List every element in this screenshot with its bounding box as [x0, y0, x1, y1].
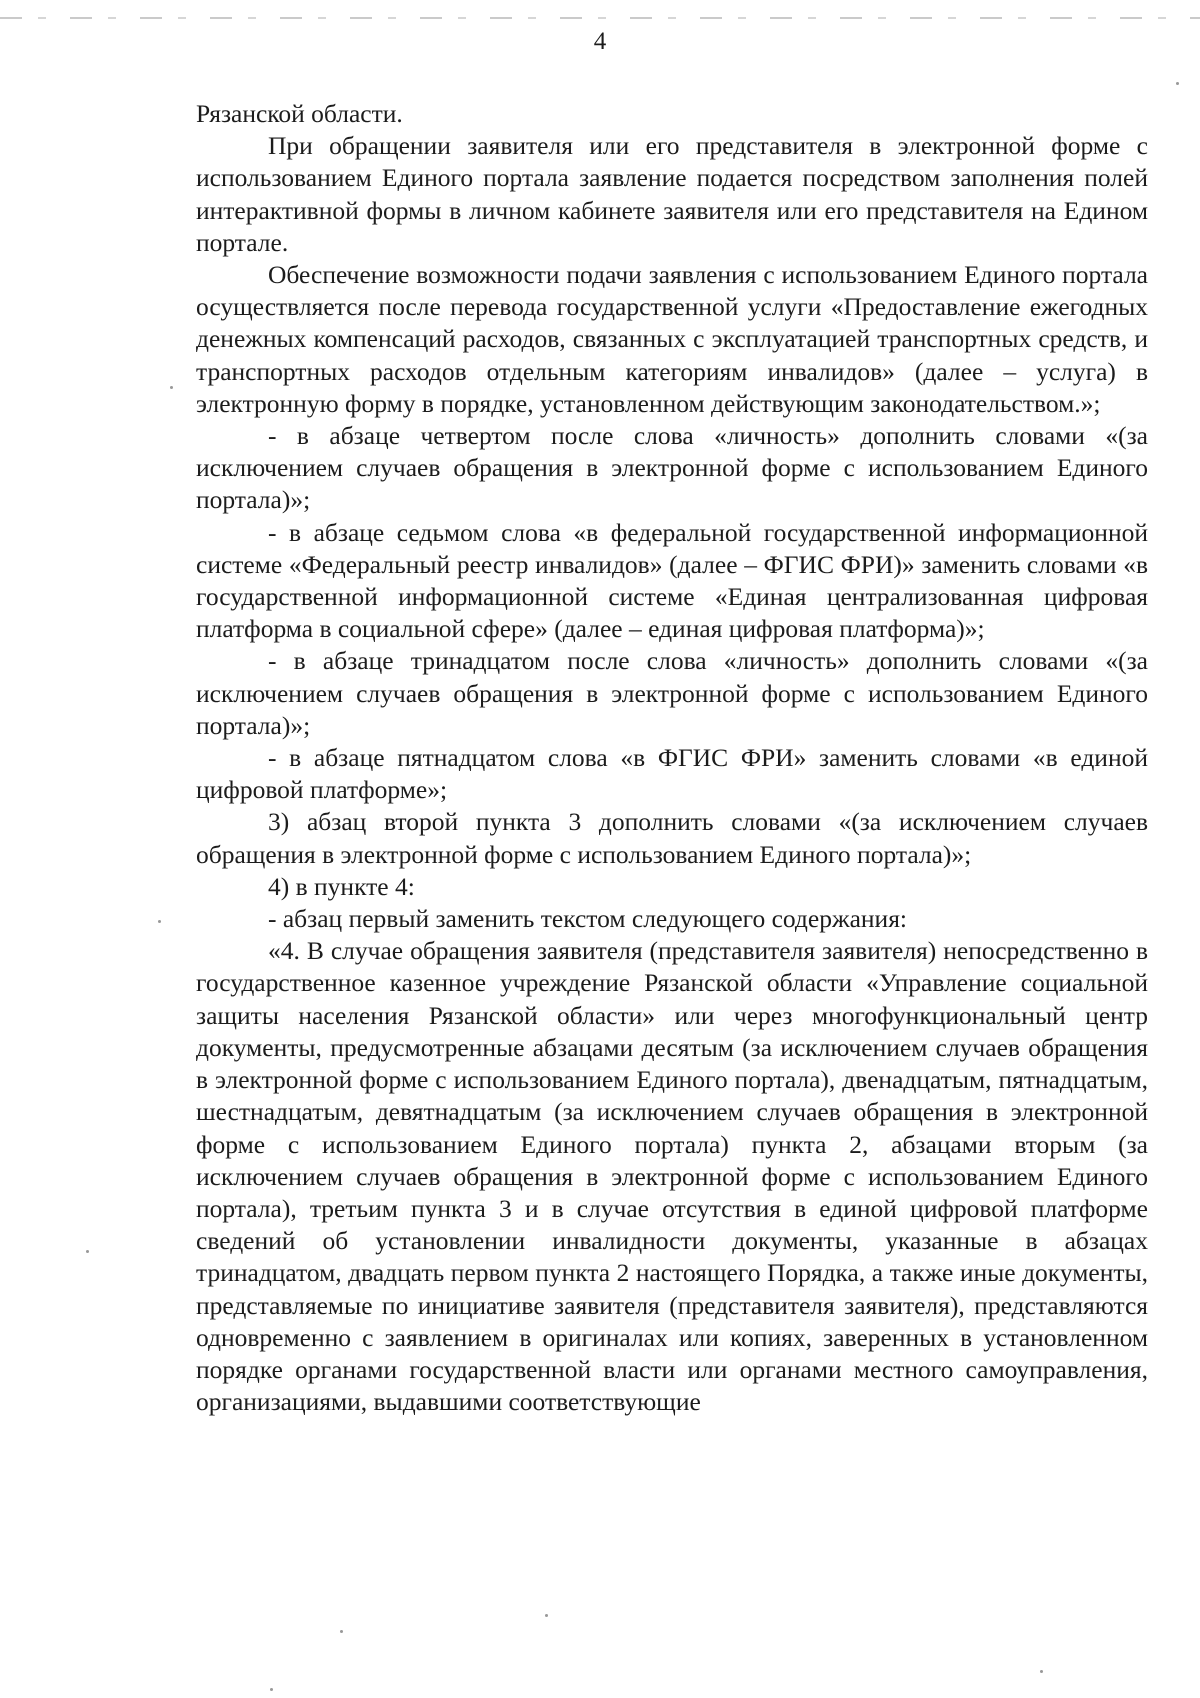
paragraph: 3) абзац второй пункта 3 дополнить словами «(за исключением случаев обращения в электронной форме с использованием Единого портала)»;: [196, 807, 1148, 869]
paragraph: При обращении заявителя или его представителя в электронной форме с использованием Единого портала заявление подается посредством заполнения полей интерактивной формы в личном кабинете заявителя или его представителя на Едином портале.: [196, 131, 1148, 257]
scan-speck: [340, 1630, 343, 1633]
paragraph: 4) в пункте 4:: [268, 871, 415, 901]
scan-top-edge: [0, 17, 1200, 19]
paragraph: - в абзаце седьмом слова «в федеральной государственной информационной системе «Федеральный реестр инвалидов» (далее – ФГИС ФРИ)» заменить словами «в государственной информационной системе «Единая централизованная цифровая платформа в социальной сфере» (далее – единая цифровая платформа)»;: [196, 517, 1148, 644]
scan-speck: [158, 920, 161, 923]
scan-speck: [86, 1250, 89, 1253]
page-number: 4: [593, 28, 607, 55]
scan-speck: [545, 1614, 548, 1617]
paragraph: - в абзаце тринадцатом после слова «личность» дополнить словами «(за исключением случаев обращения в электронной форме с использованием Единого портала)»;: [196, 646, 1148, 740]
paragraph-continuation: Рязанской области.: [196, 99, 403, 128]
scan-speck: [170, 386, 173, 389]
paragraph: - абзац первый заменить текстом следующего содержания:: [268, 904, 908, 934]
scan-speck: [1176, 82, 1179, 85]
document-body: [196, 98, 1148, 1418]
paragraph: - в абзаце пятнадцатом слова «в ФГИС ФРИ» заменить словами «в единой цифровой платформе»;: [196, 743, 1148, 805]
scan-speck: [1040, 1670, 1043, 1673]
paragraph: - в абзаце четвертом после слова «личность» дополнить словами «(за исключением случаев обращения в электронной форме с использованием Единого портала)»;: [196, 421, 1148, 515]
paragraph: «4. В случае обращения заявителя (представителя заявителя) непосредственно в государственное казенное учреждение Рязанской области «Управление социальной защиты населения Рязанской области» или через многофункциональный центр документы, предусмотренные абзацами десятым (за исключением случаев обращения в электронной форме с использованием Единого портала), двенадцатым, пятнадцатым, шестнадцатым, девятнадцатым (за исключением случаев обращения в электронной форме с использованием Единого портала) пункта 2, абзацами вторым (за исключением случаев обращения в электронной форме с использованием Единого портала), третьим пункта 3 и в случае отсутствия в единой цифровой платформе сведений об установлении инвалидности документы, указанные в абзацах тринадцатом, двадцать первом пункта 2 настоящего Порядка, а также иные документы, представляемые по инициативе заявителя (представителя заявителя), представляются одновременно с заявлением в оригиналах или копиях, заверенных в установленном порядке органами государственной власти или органами местного самоуправления, организациями, выдавшими соответствующие: [196, 936, 1148, 1417]
scan-speck: [270, 1688, 273, 1691]
paragraph: Обеспечение возможности подачи заявления с использованием Единого портала осуществляется после перевода государственной услуги «Предоставление ежегодных денежных компенсаций расходов, связанных с эксплуатацией транспортных средств, и транспортных расходов отдельным категориям инвалидов» (далее – услуга) в электронную форму в порядке, установленном действующим законодательством.»;: [196, 260, 1148, 418]
